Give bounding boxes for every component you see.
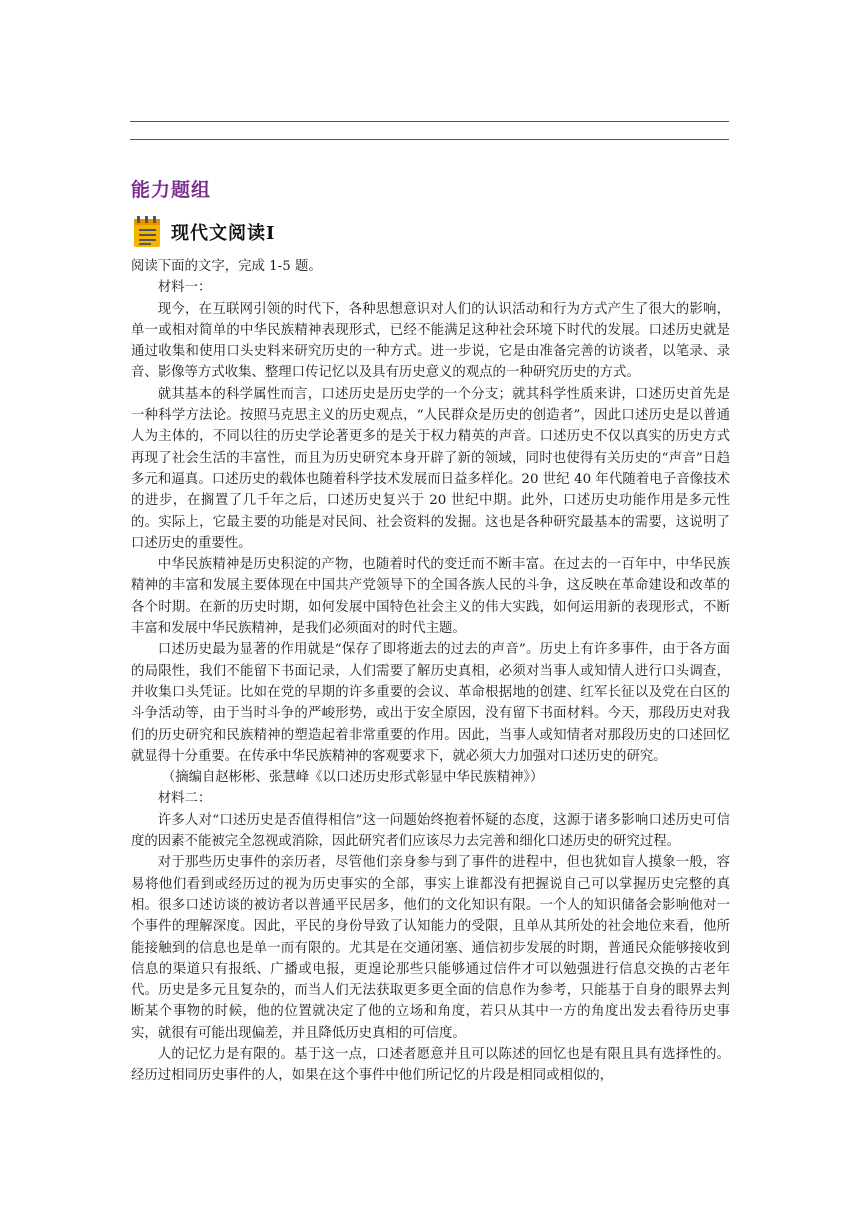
paragraph: 中华民族精神是历史积淀的产物，也随着时代的变迁而不断丰富。在过去的一百年中，中华民族精神的丰富和发展主要体现在中国共产党领导下的全国各族人民的斗争，这反映在革命建设和改革的各个时期。在新的历史时期，如何发展中国特色社会主义的伟大实践，如何运用新的表现形式，不断丰富和发展中华民族精神，是我们必须面对的时代主题。 [131, 557, 730, 637]
paragraph: 对于那些历史事件的亲历者，尽管他们亲身参与到了事件的进程中，但也犹如盲人摸象一般，容易将他们看到或经历过的视为历史事实的全部，事实上谁都没有把握说自己可以掌握历史完整的真相。很多口述访谈的被访者以普通平民居多，他们的文化知识有限。一个人的知识储备会影响他对一个事件的理解深度。因此，平民的身份导致了认知能力的受限，且单从其所处的社会地位来看，他所能接触到的信息也是单一而有限的。尤其是在交通闭塞、通信初步发展的时期，普通民众能够接收到信息的渠道只有报纸、广播或电报，更遑论那些只能够通过信件才可以勉强进行信息交换的古老年代。历史是多元且复杂的，而当人们无法获取更多更全面的信息作为参考，只能基于自身的眼界去判断某个事物的时候，他的位置就决定了他的立场和角度，若只从其中一方的角度出发去看待历史事实，就很有可能出现偏差，并且降低历史真相的可信度。 [131, 855, 730, 1041]
material-one-label: 材料一： [157, 280, 212, 296]
section-header [131, 216, 275, 248]
header-rule-bottom [130, 139, 729, 140]
paragraph: 人的记忆力是有限的。基于这一点，口述者愿意并且可以陈述的回忆也是有限且具有选择性的。经历过相同历史事件的人，如果在这个事件中他们所记忆的片段是相同或相似的， [131, 1046, 730, 1084]
paragraph: 许多人对“口述历史是否值得相信”这一问题始终抱着怀疑的态度，这源于诸多影响口述历史可信度的因素不能被完全忽视或消除，因此研究者们应该尽力去完善和细化口述历史的研究过程。 [131, 812, 730, 850]
paragraph: 现今，在互联网引领的时代下，各种思想意识对人们的认识活动和行为方式产生了很大的影响，单一或相对简单的中华民族精神表现形式，已经不能满足这种社会环境下时代的发展。口述历史就是通过收集和使用口头史料来研究历史的一种方式。进一步说，它是由准备完善的访谈者，以笔录、录音、影像等方式收集、整理口传记忆以及具有历史意义的观点的一种研究历史的方式。 [131, 301, 730, 381]
paragraph: 口述历史最为显著的作用就是“保存了即将逝去的过去的声音”。历史上有许多事件，由于各方面的局限性，我们不能留下书面记录，人们需要了解历史真相，必须对当事人或知情人进行口头调查，并收集口头凭证。比如在党的早期的许多重要的会议、革命根据地的创建、红军长征以及党在白区的斗争活动等，由于当时斗争的严峻形势，或出于安全原因，没有留下书面材料。今天，那段历史对我们的历史研究和民族精神的塑造起着非常重要的作用。因此，当事人或知情者对那段历史的口述回忆就显得十分重要。在传承中华民族精神的客观要求下，就必须大力加强对口述历史的研究。 [131, 642, 730, 764]
header-rule-top [130, 121, 729, 122]
source-citation: （摘编自赵彬彬、张慧峰《以口述历史形式彰显中华民族精神》） [161, 770, 544, 786]
instruction-line: 阅读下面的文字，完成 1-5 题。 [131, 259, 322, 274]
material-two-label: 材料二： [157, 791, 212, 807]
group-heading: 能力题组 [131, 179, 212, 201]
paragraph: 就其基本的科学属性而言，口述历史是历史学的一个分支；就其科学性质来讲，口述历史首先是一种科学方法论。按照马克思主义的历史观点，“人民群众是历史的创造者”，因此口述历史是以普通人为主体的，不同以往的历史学论著更多的是关于权力精英的声音。口述历史不仅以真实的历史方式再现了社会生活的丰富性，而且为历史研究本身开辟了新的领域，同时也使得有关历史的“声音”日趋多元和逼真。口述历史的载体也随着科学技术发展而日益多样化。20 世纪 40 年代随着电子音像技术的进步，在搁置了几千年之后，口述历史复兴于 20 世纪中期。此外，口述历史功能作用是多元性的。实际上，它最主要的功能是对民间、社会资料的发掘。这也是各种研究最基本的需要，这说明了口述历史的重要性。 [131, 386, 730, 551]
section-title: 现代文阅读Ⅰ [171, 223, 276, 244]
document-list-icon [131, 216, 165, 248]
reading-passage [131, 256, 730, 1087]
